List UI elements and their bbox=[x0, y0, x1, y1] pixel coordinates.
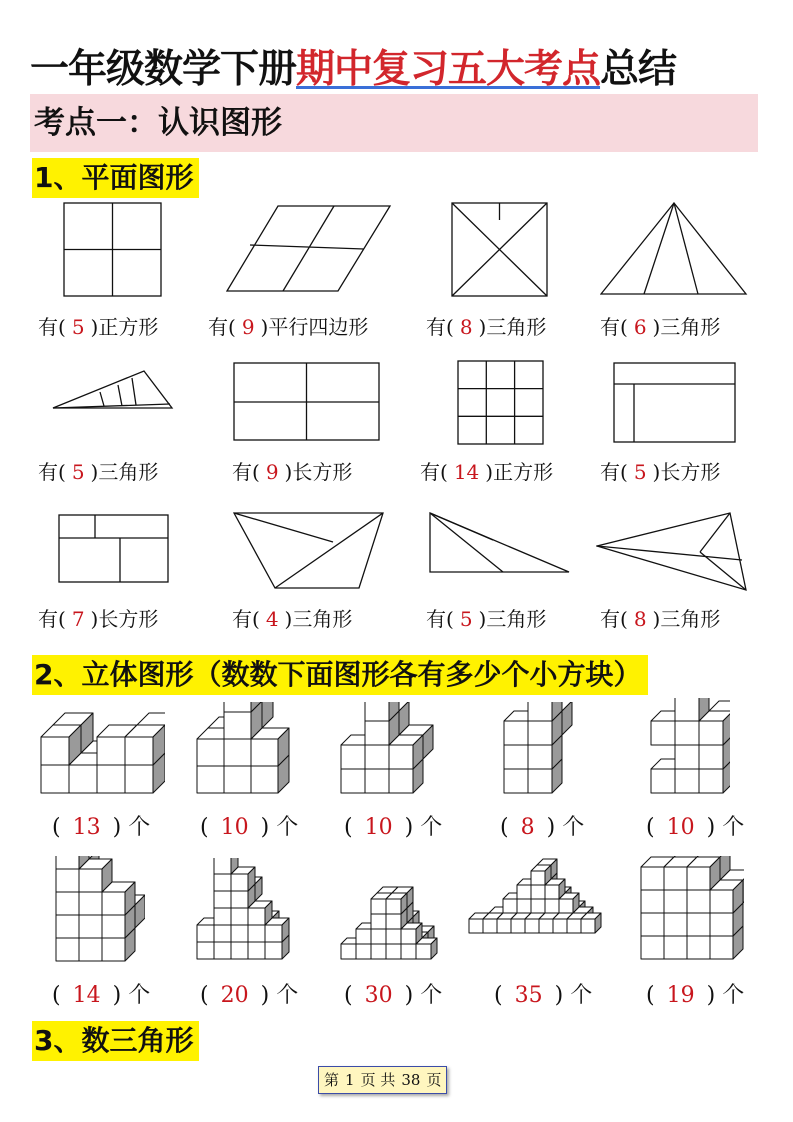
plane-caption: 有( 9 )长方形 bbox=[232, 460, 353, 484]
cube-stack-figure bbox=[340, 856, 442, 960]
figure-trapezoid bbox=[233, 512, 385, 590]
figure-rectangle-grid bbox=[233, 362, 381, 442]
cube-stack-figure bbox=[40, 702, 165, 794]
section-banner: 考点一：认识图形 bbox=[30, 94, 758, 152]
figure-rectangle-blocks bbox=[58, 514, 170, 584]
solid-count: ( 14 ) 个 bbox=[52, 983, 151, 1008]
figure-square-grid bbox=[63, 202, 163, 298]
plane-caption: 有( 6 )三角形 bbox=[600, 315, 721, 339]
title-prefix: 一年级数学下册 bbox=[30, 47, 297, 92]
subheading-solid: 2、立体图形（数数下面图形各有多少个小方块） bbox=[32, 655, 648, 695]
solid-count: ( 10 ) 个 bbox=[200, 815, 299, 840]
cube-stack-figure bbox=[468, 856, 616, 934]
subheading-plane: 1、平面图形 bbox=[32, 158, 199, 198]
figure-rectangle-split bbox=[613, 362, 737, 444]
plane-caption: 有( 14 )正方形 bbox=[420, 460, 554, 484]
solid-count: ( 10 ) 个 bbox=[646, 815, 745, 840]
cube-stack-figure bbox=[55, 856, 145, 962]
plane-caption: 有( 5 )三角形 bbox=[426, 607, 547, 631]
page-title bbox=[30, 38, 770, 94]
solid-count: ( 8 ) 个 bbox=[500, 815, 585, 840]
plane-caption: 有( 7 )长方形 bbox=[38, 607, 159, 631]
cube-stack-figure bbox=[650, 698, 730, 794]
figure-square-3x3 bbox=[457, 360, 545, 446]
solid-count: ( 19 ) 个 bbox=[646, 983, 745, 1008]
cube-stack-figure bbox=[340, 702, 440, 794]
figure-small-triangle-fan bbox=[52, 370, 174, 410]
solid-count: ( 20 ) 个 bbox=[200, 983, 299, 1008]
page-footer: 第 1 页 共 38 页 bbox=[318, 1066, 447, 1094]
cube-stack-figure bbox=[503, 702, 573, 794]
plane-caption: 有( 5 )长方形 bbox=[600, 460, 721, 484]
figure-right-triangle bbox=[429, 512, 571, 574]
solid-count: ( 35 ) 个 bbox=[494, 983, 593, 1008]
cube-stack-figure bbox=[640, 856, 744, 960]
plane-caption: 有( 4 )三角形 bbox=[232, 607, 353, 631]
plane-caption: 有( 5 )三角形 bbox=[38, 460, 159, 484]
title-suffix: 总结 bbox=[600, 47, 677, 92]
cube-stack-figure bbox=[196, 858, 300, 960]
cube-stack-figure bbox=[196, 702, 296, 794]
title-highlight: 期中复习五大考点 bbox=[296, 47, 601, 92]
plane-caption: 有( 8 )三角形 bbox=[426, 315, 547, 339]
plane-caption: 有( 8 )三角形 bbox=[600, 607, 721, 631]
solid-count: ( 30 ) 个 bbox=[344, 983, 443, 1008]
plane-caption: 有( 9 )平行四边形 bbox=[208, 315, 369, 339]
plane-caption: 有( 5 )正方形 bbox=[38, 315, 159, 339]
figure-square-x bbox=[451, 202, 549, 298]
figure-parallelogram bbox=[226, 205, 392, 293]
solid-count: ( 10 ) 个 bbox=[344, 815, 443, 840]
figure-star-triangle bbox=[596, 512, 748, 592]
subheading-triangles: 3、数三角形 bbox=[32, 1021, 199, 1061]
solid-count: ( 13 ) 个 bbox=[52, 815, 151, 840]
figure-triangle-fan bbox=[600, 202, 748, 296]
